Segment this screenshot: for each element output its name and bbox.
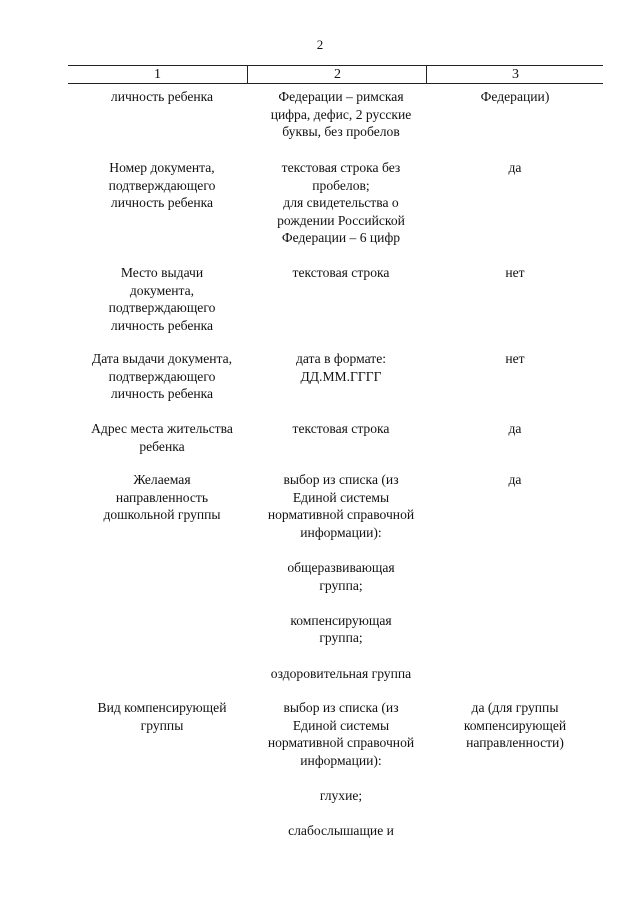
cell-text-line bbox=[250, 647, 432, 665]
cell-text-line bbox=[250, 805, 432, 823]
table-cell-col1 bbox=[68, 471, 256, 524]
table-cell-col2 bbox=[250, 159, 432, 247]
cell-text-line bbox=[250, 594, 432, 612]
cell-text-line: ДД.ММ.ГГГГ bbox=[300, 368, 382, 384]
table-cell-col2 bbox=[250, 350, 432, 385]
cell-text-line: оздоровительная группа bbox=[270, 665, 412, 681]
cell-text-line: общеразвивающая bbox=[287, 559, 395, 575]
cell-text-line: подтверждающего bbox=[108, 300, 216, 316]
cell-text-line bbox=[250, 769, 432, 787]
cell-text-line: да bbox=[508, 160, 522, 175]
cell-text-line: дата в формате: bbox=[295, 351, 387, 366]
cell-text-line: группа; bbox=[319, 630, 363, 646]
cell-text-line: направленность bbox=[115, 489, 209, 505]
cell-text-line: текстовая строка bbox=[292, 421, 390, 436]
table-cell-col2 bbox=[250, 699, 432, 840]
cell-text-line: нормативной справочной bbox=[267, 507, 415, 523]
column-header-1: 1 bbox=[154, 67, 161, 82]
cell-text-line: группы bbox=[140, 717, 184, 733]
cell-text-line: информации): bbox=[300, 524, 382, 540]
cell-text-line: да bbox=[508, 421, 522, 436]
table-cell-col3 bbox=[440, 699, 590, 752]
cell-text-line: текстовая строка bbox=[292, 265, 390, 280]
cell-text-line: Дата выдачи документа, bbox=[91, 351, 233, 366]
cell-text-line: Желаемая bbox=[133, 472, 191, 487]
table-cell-col2 bbox=[250, 420, 432, 438]
table-cell-col2 bbox=[250, 264, 432, 282]
table-cell-col3 bbox=[440, 350, 590, 368]
cell-text-line: направленности) bbox=[466, 735, 564, 751]
cell-text-line: цифра, дефис, 2 русские bbox=[270, 106, 412, 122]
cell-text-line: да (для группы bbox=[471, 700, 559, 715]
cell-text-line: подтверждающего bbox=[108, 368, 216, 384]
cell-text-line: нет bbox=[505, 265, 525, 280]
table-cell-col3 bbox=[440, 471, 590, 489]
cell-text-line: группа; bbox=[319, 577, 363, 593]
cell-text-line: информации): bbox=[300, 752, 382, 768]
cell-text-line: Федерации – римская bbox=[278, 89, 404, 104]
table-cell-col1 bbox=[68, 159, 256, 212]
cell-text-line: ребенка bbox=[139, 438, 185, 454]
table-cell-col3 bbox=[440, 264, 590, 282]
table-cell-col3 bbox=[440, 159, 590, 177]
cell-text-line: дошкольной группы bbox=[103, 507, 221, 523]
cell-text-line: Вид компенсирующей bbox=[97, 700, 227, 715]
cell-text-line: текстовая строка без bbox=[281, 160, 401, 175]
cell-text-line: для свидетельства о bbox=[283, 195, 399, 211]
cell-text-line: пробелов; bbox=[312, 177, 370, 193]
cell-text-line: Федерации – 6 цифр bbox=[281, 230, 401, 246]
cell-text-line: личность ребенка bbox=[110, 317, 214, 333]
table-cell-col2 bbox=[250, 88, 432, 141]
cell-text-line: Адрес места жительства bbox=[91, 421, 233, 436]
cell-text-line: нет bbox=[505, 351, 525, 366]
cell-text-line: Федерации) bbox=[480, 89, 550, 104]
cell-text-line: выбор из списка (из bbox=[283, 472, 399, 487]
cell-text-line: выбор из списка (из bbox=[283, 700, 399, 715]
cell-text-line: рождении Российской bbox=[277, 212, 405, 228]
cell-text-line: Единой системы bbox=[292, 489, 390, 505]
cell-text-line: Номер документа, bbox=[109, 160, 215, 175]
cell-text-line: слабослышащие и bbox=[288, 823, 394, 839]
page-number: 2 bbox=[316, 37, 324, 52]
table-cell-col1 bbox=[68, 264, 256, 334]
table-cell-col3 bbox=[440, 88, 590, 106]
table-cell-col1 bbox=[68, 88, 256, 106]
cell-text-line: документа, bbox=[129, 282, 195, 298]
cell-text-line: личность ребенка bbox=[110, 195, 214, 211]
table-cell-col3 bbox=[440, 420, 590, 438]
table-cell-col1 bbox=[68, 420, 256, 455]
table-cell-col1 bbox=[68, 350, 256, 403]
column-header-3: 3 bbox=[426, 66, 604, 83]
cell-text-line: нормативной справочной bbox=[267, 735, 415, 751]
cell-text-line: да bbox=[508, 472, 522, 487]
column-header-2: 2 bbox=[247, 66, 427, 83]
cell-text-line bbox=[250, 541, 432, 559]
cell-text-line: Место выдачи bbox=[120, 265, 204, 280]
cell-text-line: личность ребенка bbox=[110, 386, 214, 402]
cell-text-line: буквы, без пробелов bbox=[282, 124, 400, 140]
cell-text-line: Единой системы bbox=[292, 717, 390, 733]
cell-text-line: глухие; bbox=[319, 787, 363, 803]
table-cell-col2 bbox=[250, 471, 432, 682]
cell-text-line: личность ребенка bbox=[110, 89, 214, 104]
cell-text-line: подтверждающего bbox=[108, 177, 216, 193]
table-header bbox=[68, 65, 603, 84]
cell-text-line: компенсирующей bbox=[463, 717, 567, 733]
table-cell-col1 bbox=[68, 699, 256, 734]
cell-text-line: компенсирующая bbox=[290, 612, 392, 628]
